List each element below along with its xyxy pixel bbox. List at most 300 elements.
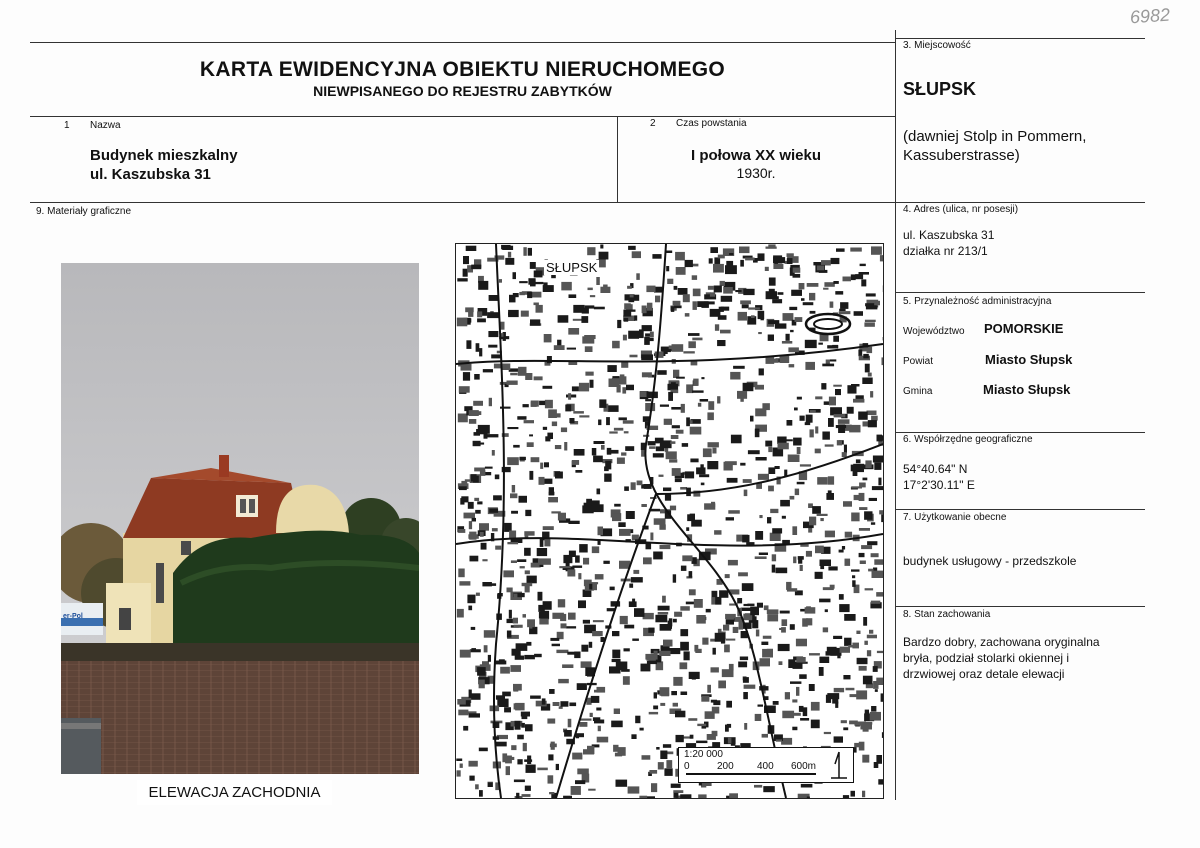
- map-block: [457, 770, 461, 776]
- map-block: [876, 755, 882, 764]
- map-block: [510, 493, 517, 498]
- map-block: [805, 340, 817, 348]
- map-block: [808, 503, 813, 508]
- map-block: [540, 539, 544, 547]
- map-block: [882, 357, 884, 365]
- map-block: [524, 531, 534, 536]
- map-block: [686, 527, 689, 531]
- map-block: [722, 669, 734, 677]
- map-block: [514, 780, 525, 783]
- map-block: [675, 252, 685, 261]
- map-block: [702, 638, 708, 645]
- map-block: [593, 456, 603, 463]
- map-block: [539, 619, 548, 625]
- map-block: [618, 522, 625, 527]
- map-block: [464, 513, 476, 519]
- map-block: [460, 498, 464, 505]
- section7-line: [895, 509, 1145, 510]
- map-block: [501, 322, 505, 330]
- map-block: [828, 476, 834, 484]
- map-block: [865, 364, 870, 373]
- map-block: [512, 485, 515, 493]
- map-block: [715, 633, 725, 642]
- map-block: [551, 413, 561, 417]
- map-block: [666, 760, 672, 768]
- map-block: [682, 555, 692, 561]
- map-block: [854, 722, 866, 726]
- map-block: [607, 365, 616, 372]
- map-block: [647, 796, 655, 798]
- map-block: [708, 401, 714, 410]
- map-block: [456, 759, 462, 762]
- map-block: [726, 619, 734, 624]
- map-block: [537, 768, 548, 771]
- gmina-value: Miasto Słupsk: [983, 382, 1071, 397]
- map-block: [537, 548, 547, 556]
- map-block: [796, 657, 805, 663]
- map-block: [767, 517, 771, 523]
- map-block: [872, 571, 884, 578]
- map-block: [768, 486, 774, 492]
- map-block: [768, 447, 772, 452]
- map-block: [800, 565, 803, 571]
- map-block: [583, 620, 590, 624]
- map-block: [867, 347, 873, 353]
- map-block: [844, 614, 855, 621]
- section8-line: [895, 606, 1145, 607]
- map-block: [484, 432, 488, 439]
- map-block: [552, 422, 557, 427]
- map-block: [463, 372, 470, 381]
- map-block: [612, 513, 621, 521]
- map-block: [556, 650, 568, 653]
- map-block: [655, 296, 660, 303]
- map-block: [653, 552, 663, 560]
- map-block: [743, 383, 754, 391]
- map-block: [614, 428, 623, 431]
- map-block: [851, 486, 862, 488]
- map-block: [752, 620, 758, 628]
- map-block: [869, 630, 873, 634]
- map-block: [622, 387, 626, 393]
- map-block: [851, 791, 856, 797]
- map-block: [575, 555, 580, 562]
- map-block: [558, 513, 566, 521]
- map-block: [525, 570, 530, 574]
- map-block: [598, 726, 601, 732]
- map-block: [519, 281, 528, 283]
- map-block: [724, 645, 730, 653]
- map-block: [632, 639, 639, 641]
- map-block: [856, 459, 861, 463]
- map-block: [457, 278, 467, 281]
- map-block: [792, 526, 797, 535]
- top-border: [30, 42, 895, 43]
- map-block: [743, 289, 754, 295]
- map-block: [807, 797, 810, 799]
- map-block: [626, 511, 635, 519]
- map-block: [471, 265, 481, 270]
- map-block: [538, 592, 543, 601]
- map-block: [788, 455, 800, 463]
- map-block: [721, 296, 732, 302]
- map-block: [509, 610, 512, 619]
- map-block: [728, 560, 738, 566]
- map-block: [469, 419, 476, 424]
- map-block: [505, 258, 514, 265]
- map-block: [756, 630, 759, 637]
- map-block: [826, 651, 837, 655]
- map-block: [671, 382, 676, 389]
- map-block: [549, 487, 554, 495]
- map-block: [551, 742, 555, 750]
- map-block: [778, 443, 789, 450]
- map-block: [872, 486, 883, 490]
- map-block: [863, 478, 868, 481]
- scale-tick-400: 400: [757, 761, 774, 772]
- map-block: [692, 390, 704, 392]
- wojewodztwo-value: POMORSKIE: [984, 321, 1064, 336]
- map-block: [815, 396, 822, 399]
- map-block: [680, 629, 688, 636]
- map-block: [833, 336, 839, 342]
- map-block: [815, 546, 824, 554]
- map-block: [599, 399, 606, 408]
- map-block: [711, 502, 715, 507]
- map-block: [725, 461, 737, 465]
- map-block: [748, 307, 760, 309]
- map-block: [584, 335, 595, 339]
- map-block: [850, 694, 859, 697]
- map-block: [655, 352, 664, 358]
- map-block: [544, 539, 550, 547]
- map-block: [686, 417, 690, 426]
- map-block: [603, 561, 609, 564]
- map-block: [685, 260, 693, 267]
- map-block: [685, 313, 690, 317]
- map-block: [659, 651, 670, 656]
- map-block: [684, 651, 690, 660]
- map-block: [597, 687, 606, 693]
- map-block: [544, 334, 552, 342]
- map-block: [795, 317, 803, 322]
- map-block: [507, 631, 512, 638]
- map-block: [604, 474, 611, 482]
- field1-label: Nazwa: [90, 120, 121, 131]
- corner-mark: 6982: [1129, 4, 1171, 28]
- map-scale-box: [678, 747, 854, 783]
- map-block: [767, 649, 773, 653]
- map-block: [697, 724, 706, 726]
- map-block: [811, 702, 820, 711]
- map-block: [683, 294, 690, 302]
- map-block: [580, 719, 592, 721]
- map-block: [841, 720, 847, 723]
- map-block: [800, 464, 811, 466]
- map-block: [540, 463, 543, 469]
- scale-bar: [686, 773, 816, 775]
- map-block: [630, 355, 638, 358]
- map-block: [481, 543, 487, 550]
- map-block: [828, 418, 834, 427]
- map-block: [840, 302, 848, 309]
- map-block: [788, 659, 795, 668]
- card-subtitle: NIEWPISANEGO DO REJESTRU ZABYTKÓW: [313, 83, 612, 99]
- map-block: [855, 274, 863, 279]
- map-block: [689, 571, 693, 578]
- map-block: [500, 407, 511, 409]
- map-block: [766, 247, 777, 249]
- map-block: [799, 283, 805, 289]
- map-block: [583, 558, 589, 565]
- map-block: [812, 506, 821, 514]
- map-block: [790, 681, 801, 684]
- map-block: [796, 687, 799, 696]
- map-block: [843, 795, 849, 798]
- map-block: [693, 379, 698, 386]
- map-block: [598, 527, 604, 536]
- map-block: [649, 770, 657, 774]
- map-block: [563, 796, 572, 798]
- map-block: [525, 786, 531, 791]
- map-block: [768, 320, 779, 324]
- map-block: [725, 265, 737, 274]
- map-block: [458, 569, 464, 578]
- map-block: [743, 692, 748, 699]
- map-block: [598, 420, 601, 426]
- nazwa-line2: ul. Kaszubska 31: [90, 166, 211, 183]
- map-block: [545, 400, 553, 409]
- map-block: [507, 457, 519, 465]
- map-block: [682, 443, 688, 447]
- map-block: [745, 258, 755, 261]
- map-block: [782, 619, 788, 626]
- map-block: [471, 411, 482, 415]
- map-block: [647, 661, 657, 664]
- map-block: [526, 765, 536, 773]
- map-block: [810, 410, 816, 413]
- map-block: [859, 507, 867, 510]
- map-block: [539, 477, 545, 485]
- map-block: [770, 509, 778, 513]
- map-block: [493, 495, 502, 500]
- map-block: [559, 566, 570, 568]
- map-block: [569, 703, 576, 707]
- map-block: [593, 620, 604, 622]
- map-block: [547, 356, 552, 363]
- map-block: [683, 351, 694, 353]
- map-block: [698, 794, 706, 798]
- map-block: [760, 658, 771, 666]
- map-block: [868, 420, 877, 427]
- map-block: [755, 714, 762, 721]
- map-block: [839, 594, 844, 600]
- map-block: [612, 631, 619, 636]
- map-block: [609, 431, 617, 433]
- map-block: [793, 274, 801, 278]
- map-block: [582, 308, 589, 314]
- map-block: [480, 470, 486, 476]
- map-block: [473, 441, 481, 446]
- map-block: [486, 434, 498, 437]
- map-block: [859, 493, 865, 501]
- map-block: [865, 320, 876, 322]
- map-block: [587, 746, 594, 754]
- map-block: [543, 601, 552, 610]
- map-block: [674, 306, 682, 309]
- map-block: [701, 483, 705, 486]
- map-block: [726, 639, 736, 641]
- map-block: [604, 466, 609, 471]
- map-block: [550, 638, 559, 641]
- czas-line2: 1930r.: [736, 165, 776, 181]
- map-block: [620, 374, 625, 377]
- map-block: [475, 510, 481, 514]
- map-block: [810, 311, 816, 314]
- map-block: [554, 345, 565, 350]
- section6-line: [895, 432, 1145, 433]
- map-block: [526, 642, 531, 646]
- map-block: [744, 490, 748, 497]
- map-block: [590, 713, 593, 717]
- map-block: [768, 335, 774, 341]
- map-block: [830, 585, 835, 589]
- map-block: [542, 698, 546, 704]
- map-block: [717, 396, 720, 403]
- map-block: [769, 289, 775, 297]
- map-block: [639, 796, 647, 798]
- map-block: [864, 322, 875, 326]
- map-block: [475, 784, 479, 789]
- top-border-right: [895, 38, 1145, 39]
- scale-tick-600m: 600m: [791, 761, 817, 772]
- map-block: [822, 364, 834, 367]
- map-block: [743, 677, 749, 683]
- map-block: [529, 434, 533, 436]
- map-block: [780, 611, 790, 614]
- map-block: [815, 426, 818, 433]
- map-block: [797, 447, 801, 454]
- map-block: [854, 743, 864, 747]
- map-block: [840, 647, 850, 653]
- map-block: [786, 334, 790, 341]
- map-block: [469, 713, 480, 717]
- map-block: [619, 417, 627, 420]
- map-block: [545, 436, 550, 441]
- map-block: [588, 288, 593, 291]
- map-block: [854, 311, 863, 316]
- map-block: [692, 275, 697, 280]
- map-block: [743, 479, 752, 483]
- map-block: [507, 588, 513, 593]
- map-block: [688, 333, 700, 336]
- map-block: [463, 256, 469, 264]
- map-block: [874, 301, 880, 306]
- map-block: [801, 784, 813, 788]
- map-block: [561, 428, 567, 433]
- map-block: [581, 661, 592, 668]
- map-block: [479, 790, 483, 797]
- map-block: [780, 356, 790, 363]
- map-block: [729, 793, 738, 798]
- map-block: [513, 293, 519, 297]
- map-block: [744, 604, 749, 606]
- map-block: [548, 775, 554, 783]
- map-block: [710, 292, 715, 296]
- map-block: [596, 277, 600, 285]
- map-block: [496, 695, 505, 699]
- map-block: [769, 278, 776, 286]
- map-block: [660, 545, 671, 549]
- map-block: [632, 599, 635, 604]
- map-block: [843, 277, 852, 282]
- map-block: [751, 315, 755, 318]
- scale-tick-200: 200: [717, 761, 734, 772]
- map-block: [564, 730, 572, 737]
- map-block: [521, 311, 529, 317]
- map-block: [657, 370, 667, 375]
- map-block: [666, 451, 677, 459]
- map-block: [634, 315, 637, 320]
- field1-number: 1: [64, 120, 70, 131]
- map-block: [517, 735, 524, 740]
- map-block: [513, 272, 517, 279]
- map-block: [590, 295, 595, 297]
- map-block: [587, 247, 595, 255]
- map-block: [485, 467, 493, 469]
- map-block: [725, 574, 730, 578]
- map-block: [727, 478, 738, 483]
- map-block: [805, 362, 815, 370]
- map-block: [820, 560, 832, 567]
- map-block: [581, 316, 588, 323]
- map-block: [784, 470, 787, 476]
- map-block: [508, 310, 519, 317]
- map-block: [690, 735, 694, 739]
- map-block: [624, 431, 629, 433]
- map-block: [477, 318, 486, 322]
- map-block: [628, 246, 636, 250]
- map-block: [466, 246, 477, 251]
- map-block: [495, 546, 501, 550]
- map-block: [728, 510, 740, 514]
- map-block: [765, 441, 772, 447]
- map-block: [568, 719, 572, 728]
- map-block: [558, 599, 565, 607]
- powiat-value: Miasto Słupsk: [985, 352, 1073, 367]
- map-block: [740, 657, 748, 661]
- map-block: [624, 486, 629, 491]
- map-block: [680, 606, 690, 611]
- map-block: [740, 395, 743, 402]
- map-block: [836, 425, 846, 428]
- map-block: [858, 350, 862, 357]
- map-block: [543, 282, 547, 288]
- map-block: [880, 255, 883, 261]
- map-block: [869, 498, 877, 501]
- map-block: [750, 416, 754, 422]
- map-block: [676, 430, 684, 434]
- map-block: [809, 653, 820, 655]
- map-block: [726, 701, 732, 708]
- map-block: [508, 252, 511, 258]
- map-block: [489, 509, 498, 513]
- map-block: [523, 743, 527, 751]
- map-block: [458, 710, 468, 716]
- map-block: [878, 478, 881, 486]
- map-block: [461, 481, 467, 484]
- map-block: [758, 332, 762, 334]
